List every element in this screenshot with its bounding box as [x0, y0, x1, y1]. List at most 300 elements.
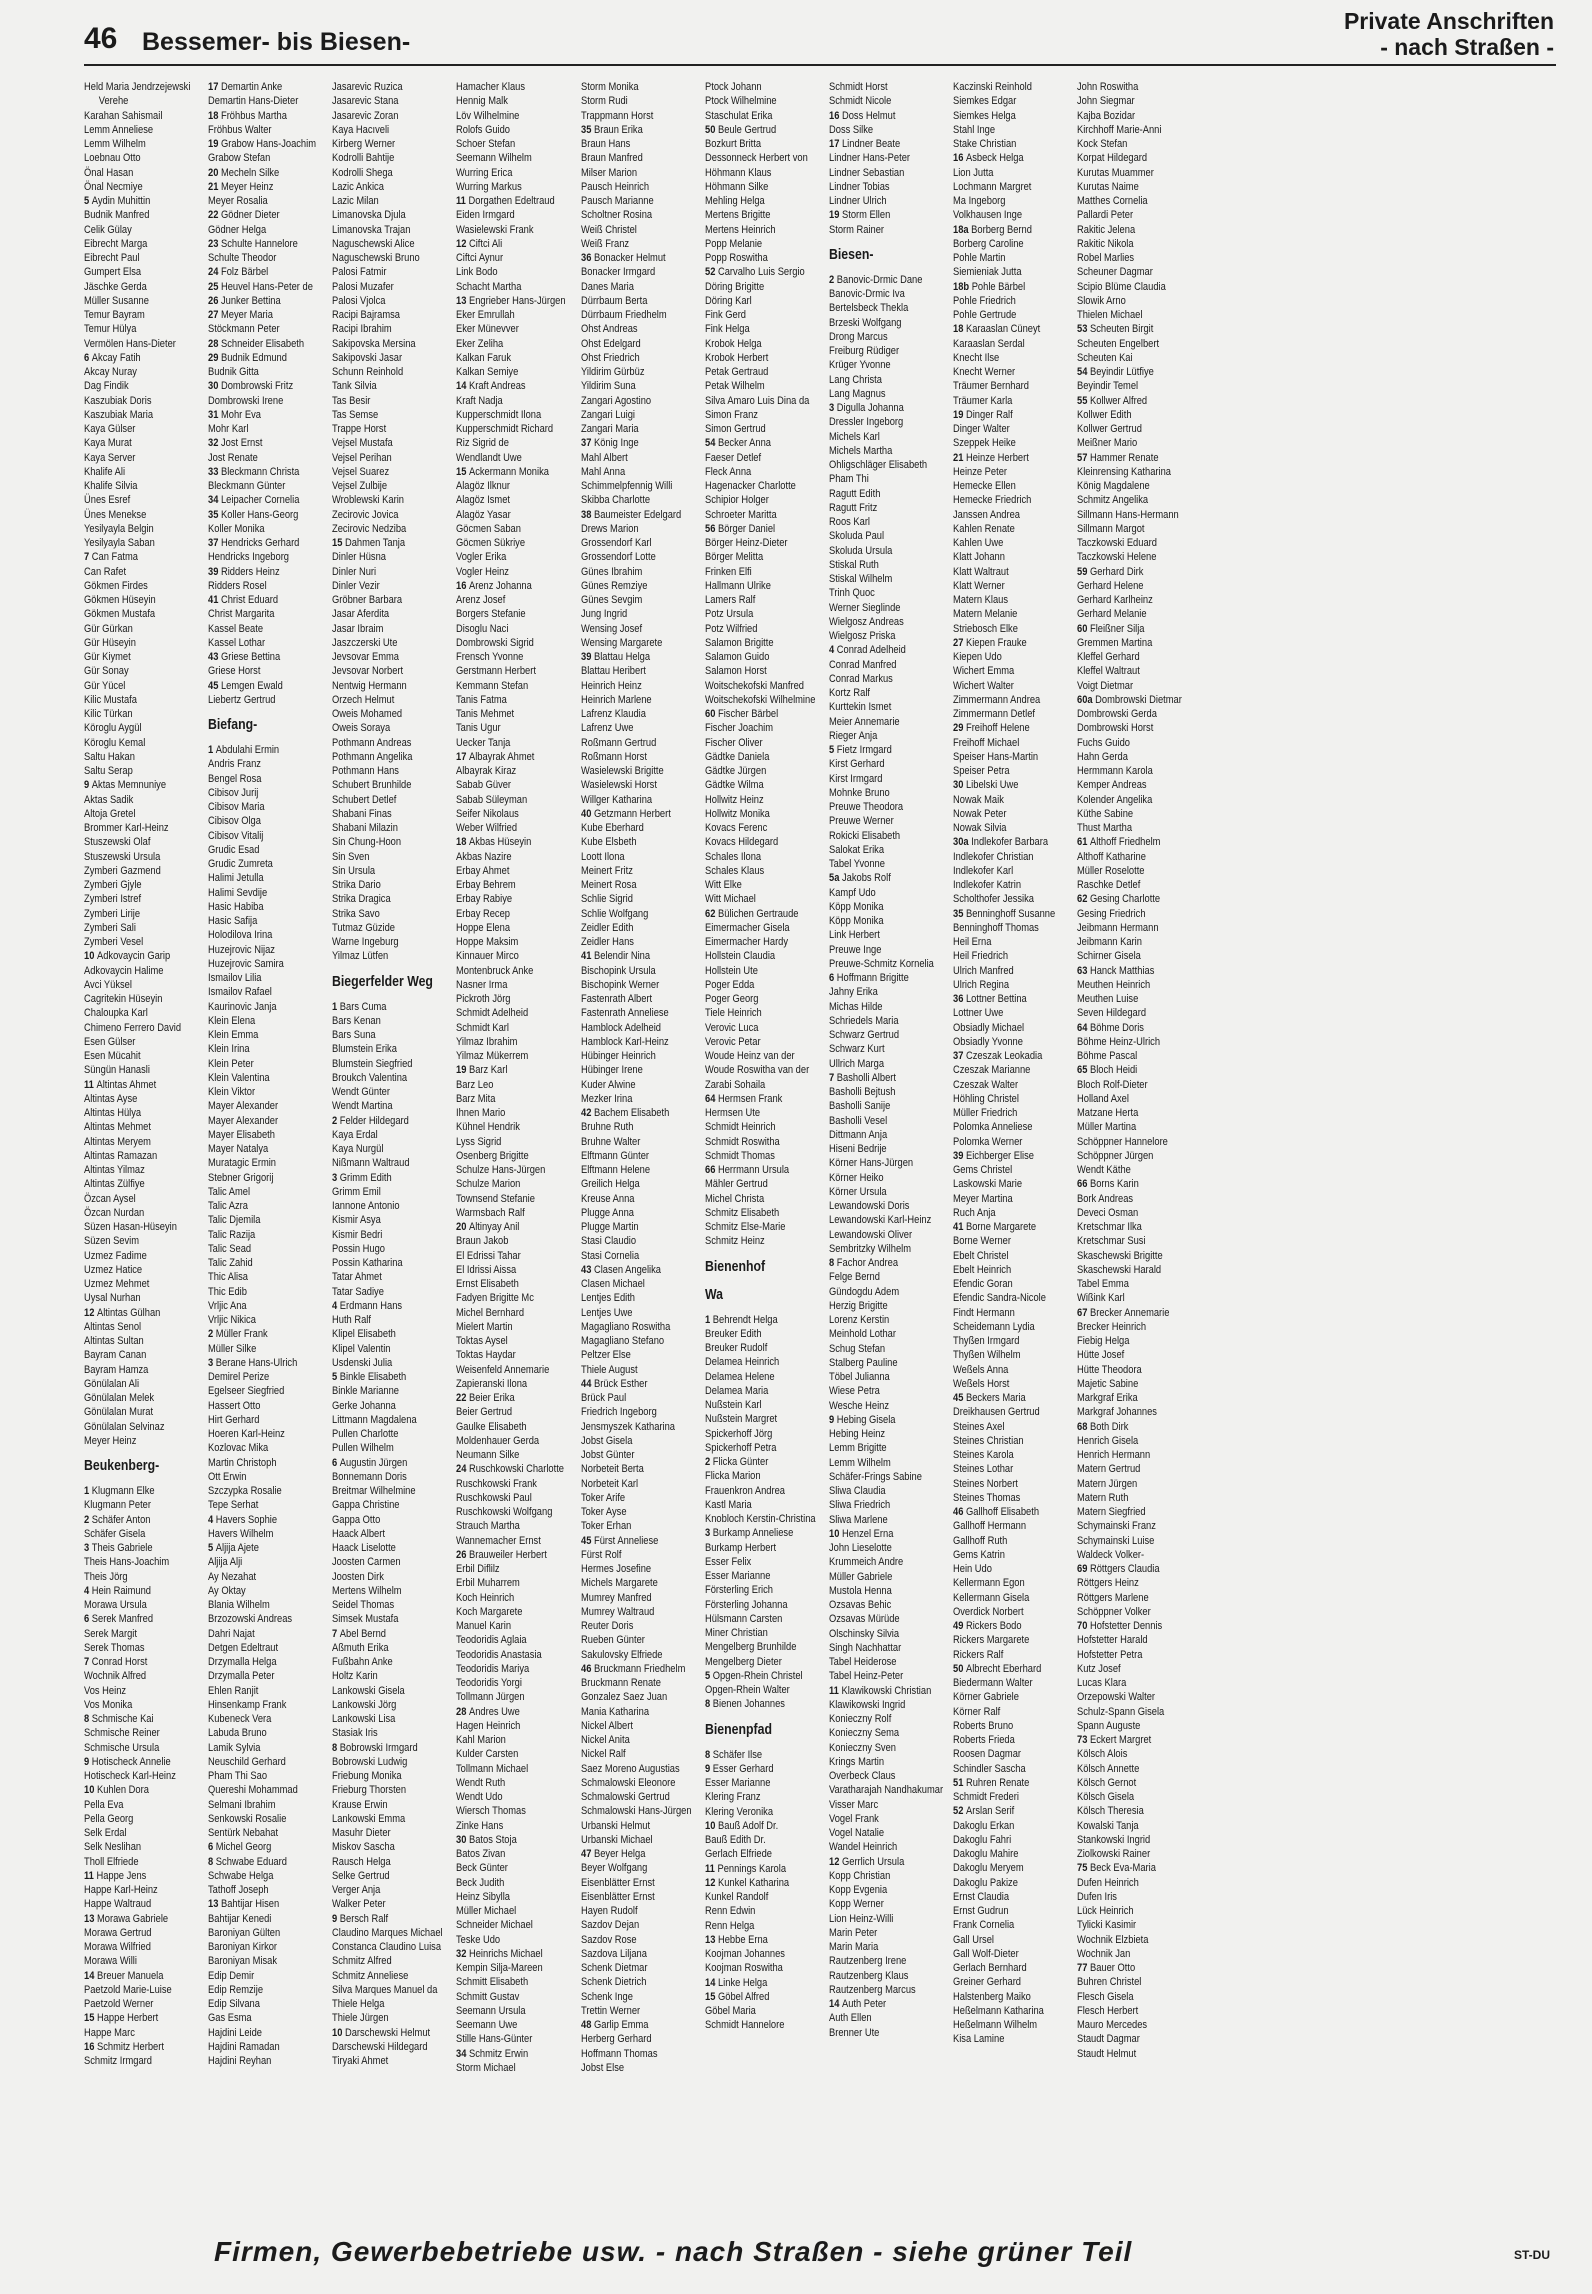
directory-entry: [581, 1705, 715, 1719]
directory-entry: [705, 736, 839, 750]
resident-name: Binkle Marianne: [332, 1385, 399, 1398]
directory-entry: [953, 721, 1087, 735]
resident-name: Ünes Menekse: [84, 508, 147, 521]
directory-entry: [208, 394, 342, 408]
directory-entry: [84, 1669, 218, 1683]
resident-name: Stuszewski Ursula: [84, 850, 161, 863]
resident-name: Schmitz Heinz: [705, 1235, 765, 1248]
resident-name: Burkamp Anneliese: [712, 1527, 794, 1540]
directory-entry: [581, 1234, 715, 1248]
resident-name: Kraft Nadja: [456, 394, 503, 407]
resident-name: Benninghoff Thomas: [953, 921, 1039, 934]
directory-entry: [208, 137, 342, 151]
directory-entry: [829, 1470, 963, 1484]
directory-entry: [953, 2004, 1087, 2018]
directory-entry: [1077, 1377, 1211, 1391]
directory-entry: [581, 1092, 715, 1106]
resident-name: Fadyen Brigitte Mc: [456, 1292, 534, 1305]
resident-name: Altoja Gretel: [84, 807, 136, 820]
resident-name: Gönülalan Melek: [84, 1392, 155, 1404]
directory-entry: [456, 1377, 590, 1391]
resident-name: Avci Yüksel: [84, 978, 132, 991]
directory-entry: [581, 493, 715, 507]
resident-name: Fischer Joachim: [705, 722, 773, 735]
directory-entry: [953, 1249, 1087, 1263]
resident-name: Gökmen Firdes: [84, 579, 148, 592]
directory-entry: [1077, 123, 1211, 137]
directory-entry: [456, 1448, 590, 1462]
directory-entry: [332, 2040, 466, 2054]
resident-name: Beck Eva-Maria: [1089, 1862, 1156, 1875]
resident-name: Michel Bernhard: [456, 1306, 525, 1319]
directory-entry: [456, 1904, 590, 1918]
directory-entry: [581, 1876, 715, 1890]
resident-name: Tabel Heinz-Peter: [829, 1670, 904, 1683]
directory-entry: [829, 1798, 963, 1812]
resident-name: Sliwa Friedrich: [829, 1499, 891, 1512]
directory-entry: [84, 1584, 218, 1598]
resident-name: Szczypka Rosalie: [208, 1485, 282, 1497]
resident-name: Lankowski Emma: [332, 1812, 406, 1825]
resident-name: Hotischeck Annelie: [91, 1755, 171, 1768]
resident-name: Sentürk Nebahat: [208, 1827, 279, 1839]
resident-name: Vos Heinz: [84, 1684, 127, 1697]
resident-name: Hahn Gerda: [1077, 750, 1128, 763]
resident-name: Schneider Michael: [456, 1919, 533, 1932]
directory-entry: [953, 1192, 1087, 1206]
resident-name: Heinze Herbert: [965, 451, 1029, 464]
directory-entry: [953, 251, 1087, 265]
directory-entry: [581, 1063, 715, 1077]
resident-name: Janssen Andrea: [953, 508, 1020, 521]
directory-entry: [208, 1940, 342, 1954]
resident-name: Rickers Bodo: [965, 1620, 1022, 1632]
directory-entry: [705, 308, 839, 322]
resident-name: Danes Maria: [581, 280, 634, 293]
directory-entry: [1077, 166, 1211, 180]
resident-name: Meyer Maria: [220, 309, 273, 321]
resident-name: Carvalho Luis Sergio: [717, 266, 805, 279]
directory-entry: [705, 892, 839, 906]
directory-entry: [332, 379, 466, 393]
house-number: 3: [84, 1542, 92, 1554]
resident-name: Thic Edib: [208, 1285, 247, 1298]
directory-entry: [84, 1348, 218, 1362]
resident-name: Ohligschläger Elisabeth: [829, 459, 928, 471]
directory-entry: [705, 151, 839, 165]
resident-name: Mahl Anna: [581, 465, 626, 478]
directory-entry: [1077, 465, 1211, 479]
directory-entry: [829, 629, 963, 643]
resident-name: Ackermann Monika: [468, 465, 549, 478]
directory-entry: [208, 1798, 342, 1812]
resident-name: Zecirovic Jovica: [332, 508, 399, 521]
page-range-title: Bessemer- bis Biesen-: [142, 28, 411, 56]
resident-name: Sin Sven: [332, 850, 370, 863]
directory-entry: [208, 829, 342, 843]
resident-name: Simsek Mustafa: [332, 1613, 399, 1626]
directory-entry: [1077, 294, 1211, 308]
directory-entry: [456, 1006, 590, 1020]
directory-entry: [829, 700, 963, 714]
directory-entry: [829, 287, 963, 301]
directory-entry: [208, 1185, 342, 1199]
directory-entry: [456, 1192, 590, 1206]
directory-entry: [705, 265, 839, 279]
directory-entry: [84, 536, 218, 550]
street-heading: Bienenhof: [705, 1257, 766, 1275]
house-number: 36: [581, 252, 594, 264]
directory-entry: [1077, 436, 1211, 450]
directory-entry: [84, 850, 218, 864]
directory-entry: [332, 308, 466, 322]
directory-entry: [581, 1819, 715, 1833]
directory-entry: [1077, 109, 1211, 123]
directory-entry: [456, 892, 590, 906]
directory-entry: [456, 394, 590, 408]
directory-entry: [705, 992, 839, 1006]
resident-name: Montenbruck Anke: [456, 964, 534, 977]
resident-name: Mohnke Bruno: [829, 786, 890, 799]
directory-entry: [1077, 1220, 1211, 1234]
resident-name: Sakipovski Jasar: [332, 351, 403, 364]
resident-name: Faeser Detlef: [705, 451, 762, 464]
resident-name: Bork Andreas: [1077, 1192, 1134, 1205]
resident-name: Renn Edwin: [705, 1905, 756, 1918]
resident-name: Müller Silke: [208, 1342, 257, 1355]
directory-entry: [332, 1584, 466, 1598]
resident-name: Kuhlen Dora: [96, 1784, 149, 1797]
directory-entry: [953, 1405, 1087, 1419]
directory-entry: [456, 251, 590, 265]
house-number: 16: [84, 2040, 97, 2053]
resident-name: Skoluda Ursula: [829, 544, 893, 557]
house-number: 22: [208, 209, 221, 222]
directory-entry: [456, 907, 590, 921]
directory-entry: [208, 2026, 342, 2040]
directory-entry: [953, 451, 1087, 465]
directory-entry: [581, 1990, 715, 2004]
resident-name: Rakitic Nikola: [1077, 237, 1134, 250]
directory-entry: [332, 1897, 466, 1911]
house-number: 26: [208, 294, 221, 307]
directory-entry: [456, 151, 590, 165]
directory-entry: [829, 772, 963, 786]
resident-name: Brauweiler Herbert: [468, 1548, 547, 1561]
resident-name: Flicka Günter: [712, 1456, 769, 1468]
directory-entry: [829, 743, 963, 757]
directory-entry: [705, 223, 839, 237]
directory-entry: [705, 1078, 839, 1092]
directory-entry: [84, 807, 218, 821]
directory-entry: [1077, 593, 1211, 607]
directory-entry: [705, 1398, 839, 1412]
directory-entry: [332, 593, 466, 607]
resident-name: Greilich Helga: [581, 1178, 640, 1191]
resident-name: Röttgers Claudia: [1089, 1563, 1160, 1575]
directory-entry: [581, 465, 715, 479]
resident-name: Bruhne Walter: [581, 1135, 641, 1148]
directory-entry: [456, 322, 590, 336]
resident-name: Theis Hans-Joachim: [84, 1556, 170, 1569]
directory-entry: [581, 1576, 715, 1590]
directory-entry: [208, 80, 342, 94]
resident-name: Teodoridis Yorgi: [456, 1677, 522, 1689]
directory-entry: [208, 1926, 342, 1940]
resident-name: Altintas Hülya: [84, 1107, 142, 1119]
house-number: 9: [829, 1413, 837, 1426]
resident-name: Mayer Elisabeth: [208, 1128, 275, 1141]
resident-name: Pullen Wilhelm: [332, 1442, 394, 1455]
directory-entry: [1077, 1306, 1211, 1320]
directory-entry: [581, 1719, 715, 1733]
resident-name: Klawikowski Ingrid: [829, 1698, 906, 1711]
resident-name: Wichert Emma: [953, 665, 1015, 678]
resident-name: Strika Savo: [332, 907, 380, 920]
directory-entry: [953, 1790, 1087, 1804]
directory-entry: [332, 1470, 466, 1484]
directory-entry: [208, 1470, 342, 1484]
directory-entry: [84, 1249, 218, 1263]
directory-entry: [456, 2018, 590, 2032]
directory-entry: [1077, 1576, 1211, 1590]
directory-entry: [84, 1498, 218, 1512]
resident-name: Meinert Rosa: [581, 879, 637, 891]
resident-name: Schacht Martha: [456, 280, 522, 293]
directory-entry: [208, 422, 342, 436]
directory-entry: [1077, 1662, 1211, 1676]
resident-name: Kock Stefan: [1077, 138, 1128, 150]
house-number: 6: [829, 972, 837, 984]
directory-entry: [705, 251, 839, 265]
resident-name: Korpat Hildegard: [1077, 152, 1148, 165]
resident-name: Skoluda Paul: [829, 530, 885, 543]
directory-column-9: [1077, 80, 1211, 2220]
directory-entry: [84, 1306, 218, 1320]
resident-name: Vrljic Nikica: [208, 1314, 256, 1326]
directory-entry: [581, 1135, 715, 1149]
directory-entry: [84, 109, 218, 123]
directory-entry: [953, 622, 1087, 636]
resident-name: Rickers Margarete: [953, 1634, 1030, 1647]
resident-name: John Roswitha: [1077, 81, 1139, 93]
resident-name: Teske Udo: [456, 1933, 501, 1946]
street-heading: Biegerfelder Weg: [332, 972, 433, 990]
resident-name: Kolender Angelika: [1077, 793, 1153, 806]
directory-entry: [705, 365, 839, 379]
resident-name: Grabow Hans-Joachim: [220, 138, 316, 150]
directory-entry: [332, 565, 466, 579]
resident-name: Erdmann Hans: [339, 1299, 403, 1312]
directory-entry: [456, 1705, 590, 1719]
directory-entry: [829, 1669, 963, 1683]
directory-entry: [84, 394, 218, 408]
resident-name: Dahri Najat: [208, 1627, 255, 1640]
directory-entry: [829, 166, 963, 180]
house-number: 19: [829, 209, 842, 222]
directory-entry: [829, 94, 963, 108]
directory-entry: [456, 921, 590, 935]
house-number: 1: [332, 1000, 340, 1013]
resident-name: Klein Emma: [208, 1029, 259, 1041]
house-number: 41: [581, 950, 594, 963]
directory-entry: [829, 1285, 963, 1299]
directory-entry: [208, 1399, 342, 1413]
directory-entry: [456, 565, 590, 579]
directory-entry: [332, 1712, 466, 1726]
resident-name: Krüger Yvonne: [829, 359, 891, 372]
resident-name: Orzepowski Walter: [1077, 1691, 1156, 1704]
resident-name: Schmidt Heinrich: [705, 1121, 776, 1134]
directory-entry: [456, 778, 590, 792]
resident-name: Gallhoff Ruth: [953, 1534, 1008, 1547]
directory-entry: [332, 835, 466, 849]
directory-entry: [456, 1776, 590, 1790]
directory-entry: [829, 1897, 963, 1911]
resident-name: Milser Marion: [581, 166, 638, 179]
directory-entry: [953, 1662, 1087, 1676]
resident-name: Dittmann Anja: [829, 1128, 888, 1141]
resident-name: Pham Thi Sao: [208, 1770, 268, 1782]
resident-name: Wesche Heinz: [829, 1399, 890, 1412]
resident-name: Gönülalan Selvinaz: [84, 1420, 165, 1433]
directory-entry: [456, 508, 590, 522]
house-number: 46: [953, 1506, 966, 1518]
resident-name: Rautzenberg Marcus: [829, 1983, 916, 1996]
directory-entry: [456, 123, 590, 137]
directory-entry: [829, 1498, 963, 1512]
directory-entry: [1077, 807, 1211, 821]
house-number: 50: [705, 123, 718, 136]
resident-name: Verehe: [98, 95, 129, 108]
resident-name: Koch Margarete: [456, 1605, 523, 1618]
resident-name: Storm Rudi: [581, 95, 628, 108]
resident-name: Jasarevic Zoran: [332, 109, 399, 122]
resident-name: Staudt Dagmar: [1077, 2033, 1140, 2046]
resident-name: Renn Helga: [705, 1919, 755, 1932]
resident-name: Kraft Andreas: [468, 380, 526, 393]
directory-entry: [456, 1947, 590, 1961]
resident-name: Steines Thomas: [953, 1491, 1021, 1504]
directory-entry: [208, 971, 342, 985]
directory-entry: [705, 721, 839, 735]
resident-name: Klipel Valentin: [332, 1342, 391, 1355]
directory-entry: [208, 1855, 342, 1869]
resident-name: Blania Wilhelm: [208, 1599, 270, 1611]
house-number: 50: [953, 1662, 966, 1675]
resident-name: Eimermacher Gisela: [705, 921, 790, 934]
resident-name: Nußstein Margret: [705, 1413, 778, 1426]
directory-entry: [1077, 94, 1211, 108]
directory-entry: [829, 1513, 963, 1527]
resident-name: Lindner Tobias: [829, 180, 890, 193]
resident-name: Flesch Herbert: [1077, 2004, 1139, 2017]
resident-name: Wendt Martina: [332, 1100, 393, 1113]
directory-entry: [581, 1263, 715, 1277]
street-heading: Biesen-: [829, 245, 874, 263]
house-number: 6: [84, 351, 92, 364]
directory-entry: [829, 1527, 963, 1541]
house-number: 66: [1077, 1178, 1090, 1191]
resident-name: Spickerhoff Petra: [705, 1441, 777, 1454]
directory-entry: [332, 1769, 466, 1783]
resident-name: Schulze Marion: [456, 1178, 521, 1191]
resident-name: Schubert Brunhilde: [332, 779, 412, 792]
resident-name: Gädtke Daniela: [705, 750, 770, 763]
resident-name: Knobloch Kerstin-Christina: [705, 1513, 816, 1525]
resident-name: Junker Bettina: [220, 294, 281, 307]
resident-name: Lemm Wilhelm: [84, 138, 146, 150]
directory-entry: [953, 1776, 1087, 1790]
directory-entry: [953, 764, 1087, 778]
directory-entry: [1077, 1990, 1211, 2004]
directory-entry: [705, 750, 839, 764]
directory-entry: [332, 1741, 466, 1755]
directory-entry: [829, 715, 963, 729]
directory-entry: [208, 1313, 342, 1327]
resident-name: Lankowski Lisa: [332, 1713, 396, 1725]
resident-name: Matern Klaus: [953, 594, 1009, 606]
directory-entry: [953, 1491, 1087, 1505]
directory-entry: [705, 565, 839, 579]
directory-entry: [1077, 1719, 1211, 1733]
directory-entry: [953, 1420, 1087, 1434]
directory-entry: [581, 1405, 715, 1419]
directory-entry: [208, 94, 342, 108]
directory-entry: [332, 1812, 466, 1826]
directory-entry: [332, 2054, 466, 2068]
resident-name: Mengelberg Brunhilde: [705, 1641, 797, 1654]
resident-name: Beckers Maria: [965, 1392, 1026, 1404]
resident-name: Haack Liselotte: [332, 1542, 396, 1554]
directory-entry: [581, 365, 715, 379]
directory-entry: [208, 522, 342, 536]
house-number: 20: [208, 166, 221, 179]
directory-entry: [456, 793, 590, 807]
resident-name: Kirst Irmgard: [829, 772, 883, 785]
resident-name: Kölsch Theresia: [1077, 1805, 1144, 1818]
resident-name: Hiseni Bedrije: [829, 1143, 887, 1155]
directory-entry: [1077, 137, 1211, 151]
house-number: 12: [456, 237, 469, 250]
house-number: 15: [332, 537, 345, 549]
resident-name: Morawa Gabriele: [96, 1912, 169, 1925]
directory-entry: [456, 1462, 590, 1476]
directory-entry: [953, 978, 1087, 992]
resident-name: Mania Katharina: [581, 1705, 650, 1718]
directory-entry: [1077, 565, 1211, 579]
resident-name: Brück Paul: [581, 1392, 627, 1404]
directory-entry: [84, 1405, 218, 1419]
directory-entry: [208, 1570, 342, 1584]
resident-name: Esser Marianne: [705, 1570, 771, 1582]
resident-name: Hammer Renate: [1089, 451, 1159, 464]
directory-entry: [953, 1719, 1087, 1733]
resident-name: Schmitz Alfred: [332, 1955, 392, 1968]
resident-name: Dahmen Tanja: [344, 537, 406, 549]
directory-entry: [953, 337, 1087, 351]
directory-entry: [332, 864, 466, 878]
directory-entry: [1077, 679, 1211, 693]
resident-name: Kilic Türkan: [84, 708, 133, 720]
directory-entry: [1077, 322, 1211, 336]
resident-name: Scipio Blüme Claudia: [1077, 280, 1166, 293]
directory-entry: [208, 1384, 342, 1398]
resident-name: Loott Ilona: [581, 850, 625, 863]
directory-entry: [208, 1256, 342, 1270]
resident-name: Schmidt Hannelore: [705, 2019, 785, 2032]
resident-name: Possin Hugo: [332, 1242, 385, 1255]
